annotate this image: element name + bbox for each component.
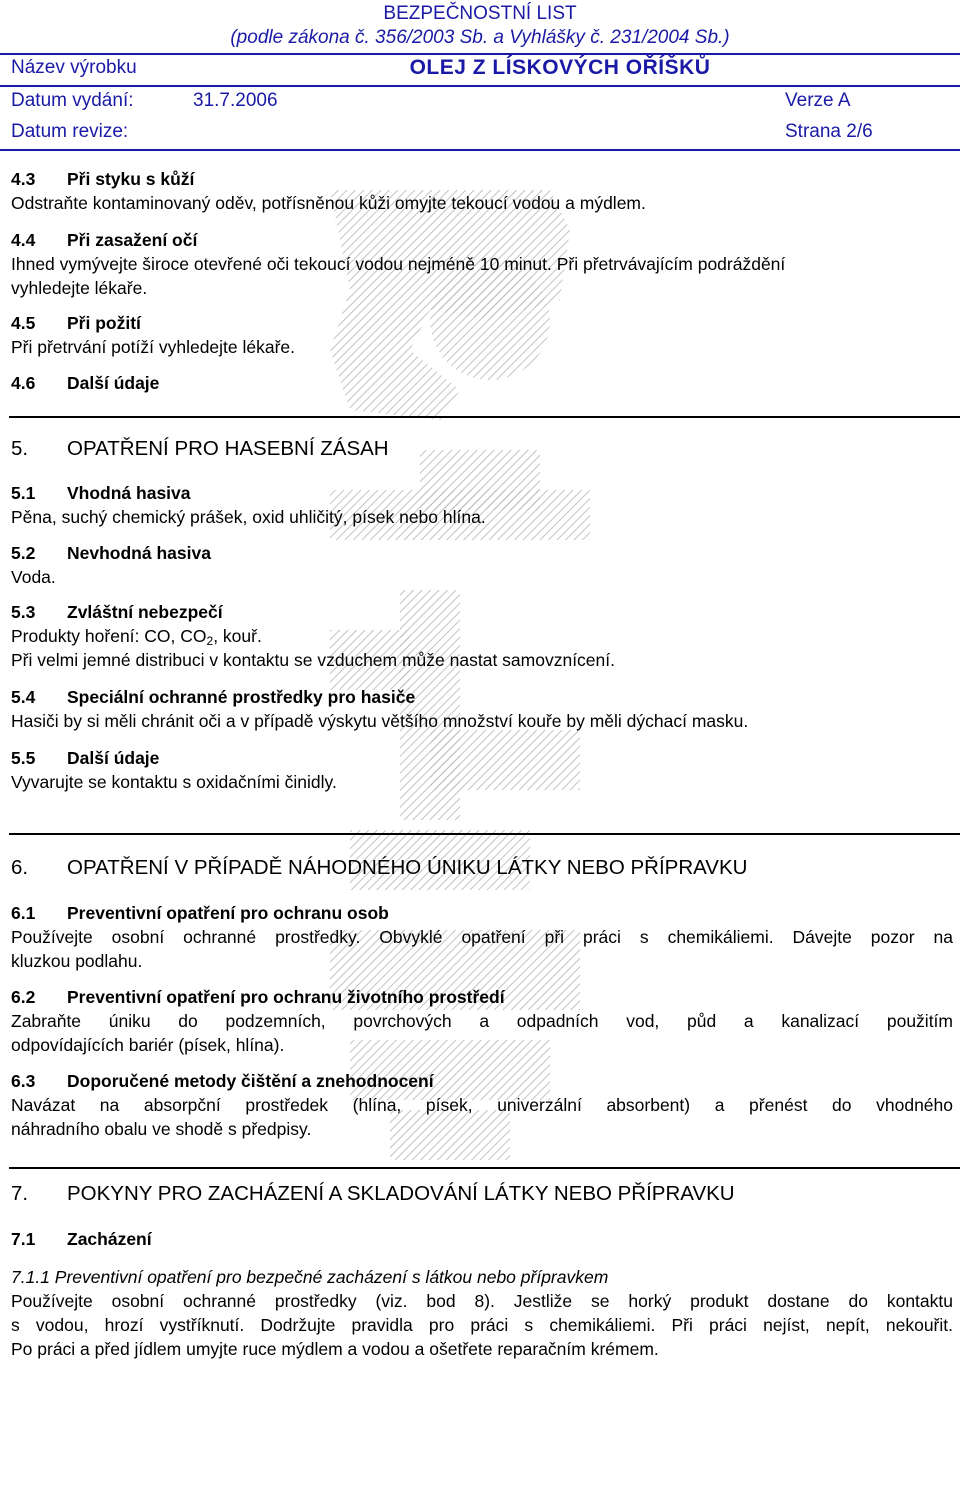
text-5-5: Vyvarujte se kontaktu s oxidačními činidly. [11,772,337,792]
header-divider [0,53,960,55]
product-label: Název výrobku [11,57,137,78]
text-6-2-line1: Zabraňte úniku do podzemních, povrchových a odpadních vod, půd a kanalizací použitím [11,1011,953,1031]
page-number: Strana 2/6 [785,121,873,142]
text-5-2: Voda. [11,567,56,587]
section-7-title: 7. POKYNY PRO ZACHÁZENÍ A SKLADOVÁNÍ LÁTKY NEBO PŘÍPRAVKU [11,1182,735,1205]
text-6-1-line2: kluzkou podlahu. [11,951,143,971]
text-6-1-line1: Používejte osobní ochranné prostředky. Obvyklé opatření při práci s chemikáliemi. Dávejte pozor na [11,927,953,947]
heading-5-2: 5.2 Nevhodná hasiva [11,543,211,563]
text-5-1: Pěna, suchý chemický prášek, oxid uhličitý, písek nebo hlína. [11,507,486,527]
heading-6-2: 6.2 Preventivní opatření pro ochranu životního prostředí [11,987,505,1007]
text-5-4: Hasiči by si měli chránit oči a v případě výskytu většího množství kouře by měli dýchací masku. [11,711,749,731]
section-5-title: 5. OPATŘENÍ PRO HASEBNÍ ZÁSAH [11,437,389,460]
text-5-3-line2: Při velmi jemné distribuci v kontaktu se vzduchem může nastat samovznícení. [11,650,615,670]
heading-5-5: 5.5 Další údaje [11,748,160,768]
heading-6-1: 6.1 Preventivní opatření pro ochranu osob [11,903,389,923]
heading-7-1: 7.1 Zacházení [11,1229,152,1249]
heading-4-4: 4.4 Při zasažení očí [11,230,198,250]
text-4-3: Odstraňte kontaminovaný oděv, potřísněnou kůži omyjte tekoucí vodou a mýdlem. [11,193,646,213]
issue-date: 31.7.2006 [193,90,278,111]
text-4-4-line1: Ihned vymývejte široce otevřené oči tekoucí vodou nejméně 10 minut. Při přetrvávajícím podráždění [11,254,786,274]
text-4-5: Při přetrvání potíží vyhledejte lékaře. [11,337,296,357]
text-6-3-line1: Navázat na absorpční prostředek (hlína, písek, univerzální absorbent) a přenést do vhodného [11,1095,953,1115]
section-divider [9,416,960,418]
text-7-1-1-line3: Po práci a před jídlem umyjte ruce mýdlem a vodou a ošetřete reparačním krémem. [11,1339,659,1359]
heading-7-1-1: 7.1.1 Preventivní opatření pro bezpečné zacházení s látkou nebo přípravkem [11,1267,609,1287]
header-divider [0,85,960,87]
version: Verze A [785,90,851,111]
heading-4-3: 4.3 Při styku s kůží [11,169,195,189]
heading-5-3: 5.3 Zvláštní nebezpečí [11,602,223,622]
text-6-3-line2: náhradního obalu ve shodě s předpisy. [11,1119,312,1139]
section-divider [9,833,960,835]
text-5-3-line1: Produkty hoření: CO, $CO_2$, kouř. [11,626,262,648]
heading-4-5: 4.5 Při požití [11,313,141,333]
heading-4-6: 4.6 Další údaje [11,373,160,393]
text-6-2-line2: odpovídajících bariér (písek, hlína). [11,1035,285,1055]
text-7-1-1-line1: Používejte osobní ochranné prostředky (viz. bod 8). Jestliže se horký produkt dostane do kontaktu [11,1291,953,1311]
product-name: OLEJ Z LÍSKOVÝCH OŘÍŠKŮ [409,56,711,79]
heading-5-4: 5.4 Speciální ochranné prostředky pro hasiče [11,687,416,707]
heading-6-3: 6.3 Doporučené metody čištění a znehodnocení [11,1071,434,1091]
text-4-4-line2: vyhledejte lékaře. [11,278,148,298]
issue-date-label: Datum vydání: [11,90,134,111]
section-6-title: 6. OPATŘENÍ V PŘÍPADĚ NÁHODNÉHO ÚNIKU LÁTKY NEBO PŘÍPRAVKU [11,856,748,879]
section-divider [9,1167,960,1169]
revision-date-label: Datum revize: [11,121,129,142]
heading-5-1: 5.1 Vhodná hasiva [11,483,191,503]
document-title: BEZPEČNOSTNÍ LIST [383,3,577,24]
text-7-1-1-line2: s vodou, hrozí vystříknutí. Dodržujte pravidla pro práci s chemikáliemi. Při práci nejíst, nepít, nekouřit. [11,1315,953,1335]
law-reference: (podle zákona č. 356/2003 Sb. a Vyhlášky č. 231/2004 Sb.) [230,27,730,48]
header-divider [0,149,960,151]
